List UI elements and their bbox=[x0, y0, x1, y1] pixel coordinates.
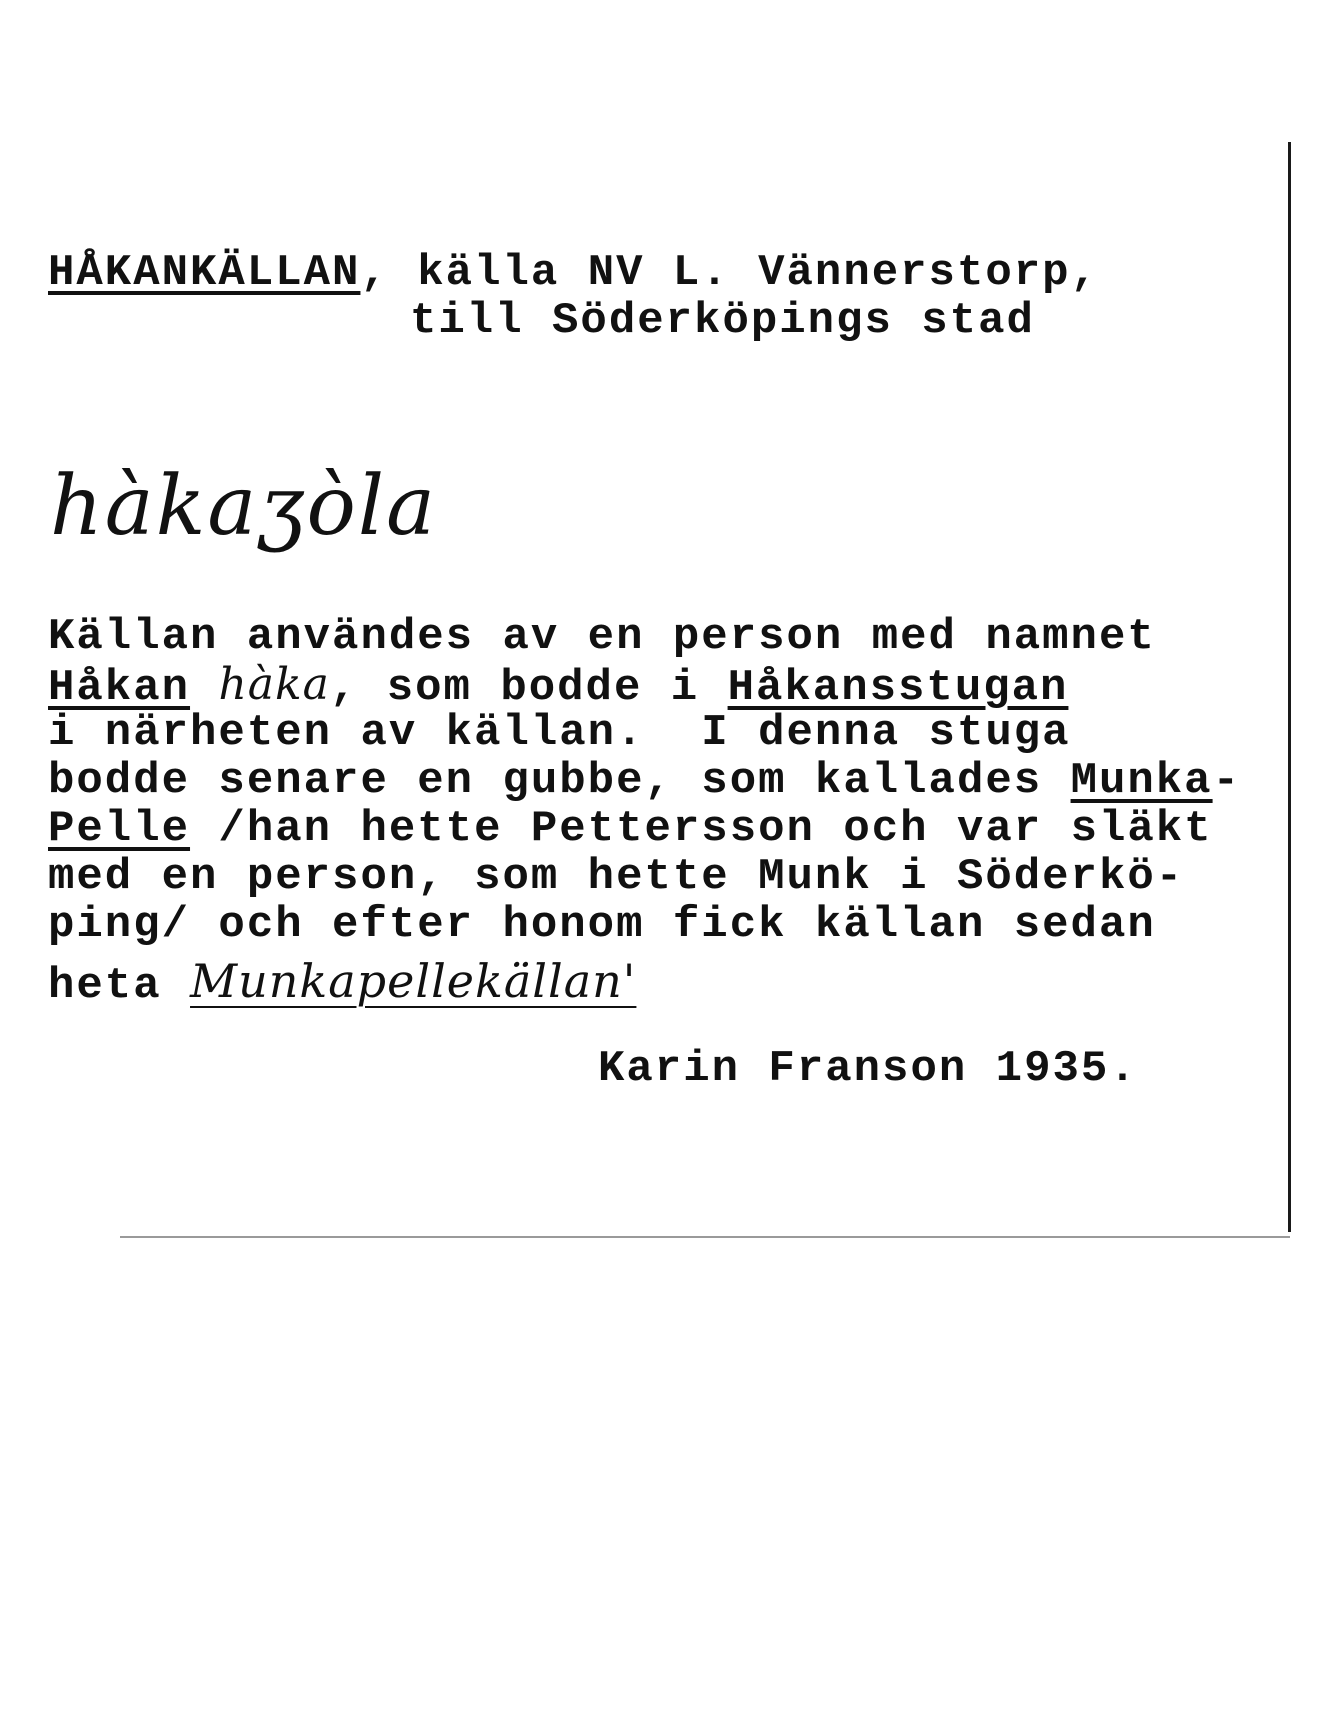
place-description: , källa NV L. Vännerstorp, bbox=[360, 248, 1099, 298]
place-name: HÅKANKÄLLAN bbox=[48, 248, 361, 298]
hyphen: - bbox=[1212, 756, 1241, 806]
body-line-4 bbox=[48, 756, 1241, 806]
handwritten-person-pronunciation: hàka bbox=[218, 659, 330, 710]
nickname-part-2: Pelle bbox=[48, 804, 191, 854]
nickname-part-1: Munka bbox=[1070, 756, 1213, 806]
body-line-7: ping/ och efter honom fick källan sedan bbox=[48, 900, 1156, 950]
body-line-5 bbox=[48, 804, 1213, 854]
body-line-6: med en person, som hette Munk i Söderkö- bbox=[48, 852, 1185, 902]
body-line-8-text: heta bbox=[48, 961, 191, 1011]
heading-line-1 bbox=[48, 248, 1099, 298]
card-right-edge bbox=[1288, 142, 1291, 1232]
handwritten-pronunciation: hàkaʒòla bbox=[50, 459, 438, 554]
signature: Karin Franson 1935. bbox=[598, 1044, 1138, 1094]
heading-line-2: till Söderköpings stad bbox=[410, 296, 1035, 346]
card-bottom-edge bbox=[120, 1236, 1290, 1238]
body-line-8 bbox=[48, 956, 636, 1011]
body-line-2-text: , som bodde i bbox=[329, 663, 728, 713]
cottage-name: Håkansstugan bbox=[727, 663, 1069, 713]
body-line-5-text: /han hette Pettersson och var släkt bbox=[190, 804, 1213, 854]
handwritten-spring-name: Munkapellekällan' bbox=[190, 954, 637, 1008]
body-line-3: i närheten av källan. I denna stuga bbox=[48, 708, 1071, 758]
person-name: Håkan bbox=[48, 663, 191, 713]
body-line-4-text: bodde senare en gubbe, som kallades bbox=[48, 756, 1071, 806]
body-line-2 bbox=[48, 660, 1068, 713]
body-line-1: Källan användes av en person med namnet bbox=[48, 612, 1156, 662]
